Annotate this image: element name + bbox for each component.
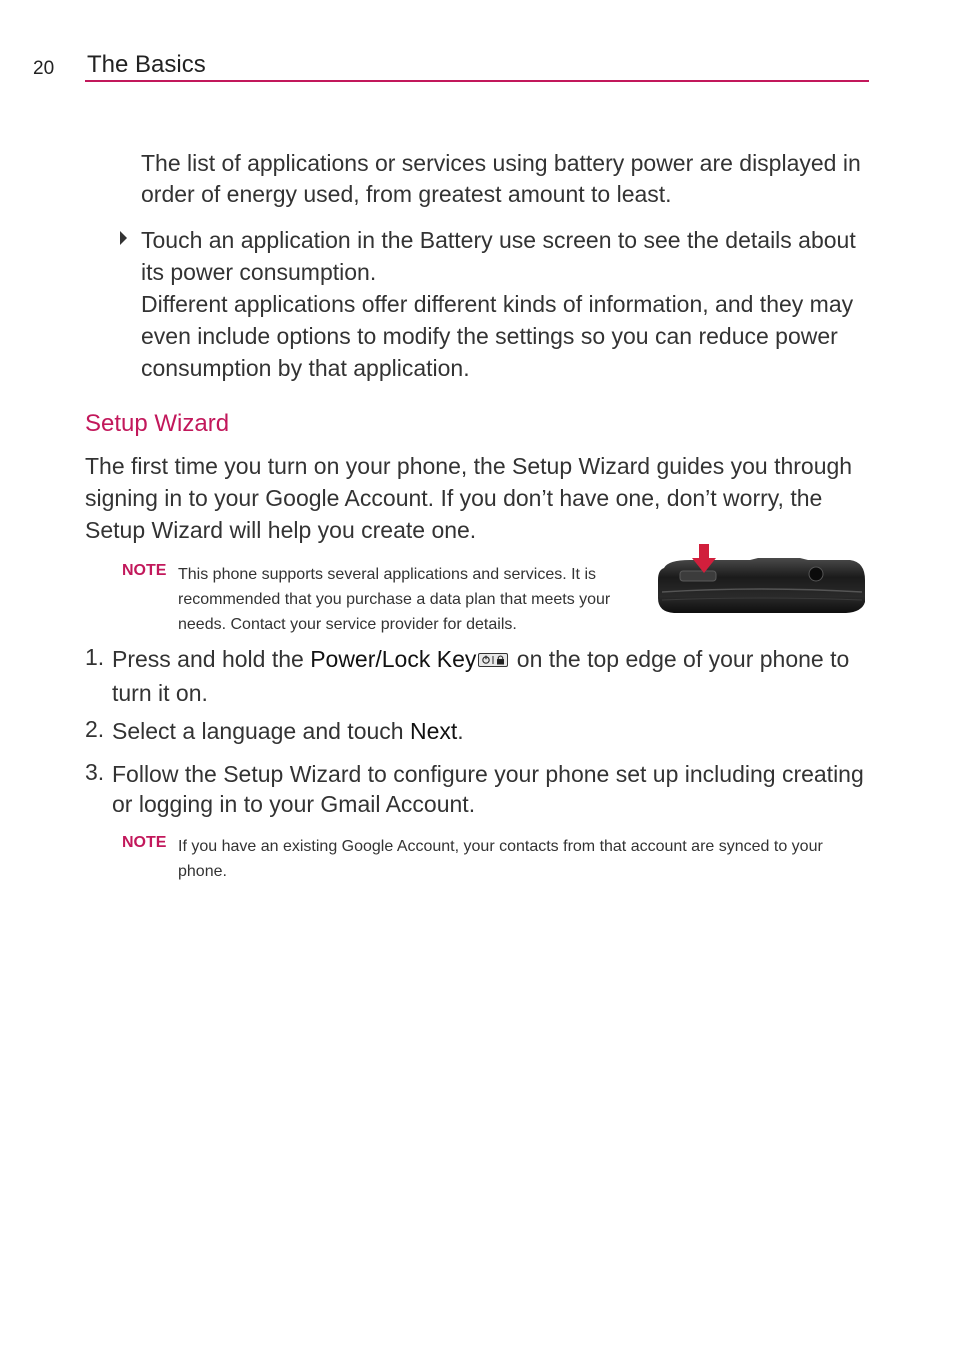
step-1-text-before: Press and hold the xyxy=(112,646,311,673)
intro-paragraph: The list of applications or services using battery power are displayed in order of energy used, from greatest amount to least. xyxy=(141,150,861,207)
section-title: The Basics xyxy=(87,51,206,78)
bullet-line-2: Different applications offer different kinds of information, and they may even include options to modify the settings so you can reduce power consumption by that application. xyxy=(141,291,854,381)
setup-wizard-heading: Setup Wizard xyxy=(85,410,230,437)
step-2-text-after: . xyxy=(457,718,464,744)
step-number: 2. xyxy=(85,716,105,742)
setup-wizard-paragraph: The first time you turn on your phone, the Setup Wizard guides you through signing in to your Google Account. If you don’t have one, don’t worry, the Setup Wizard will help you create one. xyxy=(85,453,853,543)
bullet-line-1: Touch an application in the Battery use screen to see the details about its power consumption. xyxy=(141,227,856,285)
step-1-text-after: on the top edge of your phone to turn it on. xyxy=(112,646,850,706)
note-text: If you have an existing Google Account, your contacts from that account are synced to your phone. xyxy=(178,838,823,880)
step-3: Follow the Setup Wizard to configure your phone set up including creating or logging in to your Gmail Account. xyxy=(112,761,864,817)
step-1 xyxy=(112,644,872,708)
note-text: This phone supports several applications and services. It is recommended that you purchase a data plan that meets your needs. Contact your service provider for details. xyxy=(178,566,611,633)
note-label: NOTE xyxy=(122,834,167,851)
step-2-text-before: Select a language and touch xyxy=(112,718,410,744)
step-number: 3. xyxy=(85,759,105,785)
step-number: 1. xyxy=(85,644,105,670)
header-rule xyxy=(85,80,869,82)
note-label: NOTE xyxy=(122,562,167,579)
page-number: 20 xyxy=(33,58,55,79)
power-lock-key-label: Power/Lock Key xyxy=(310,646,477,673)
bullet-arrow-icon xyxy=(120,231,127,245)
next-label: Next xyxy=(409,718,458,744)
phone-top-edge-image xyxy=(650,540,870,620)
step-2 xyxy=(112,716,872,746)
power-lock-key-icon xyxy=(478,644,508,674)
bullet-paragraph xyxy=(141,224,876,384)
